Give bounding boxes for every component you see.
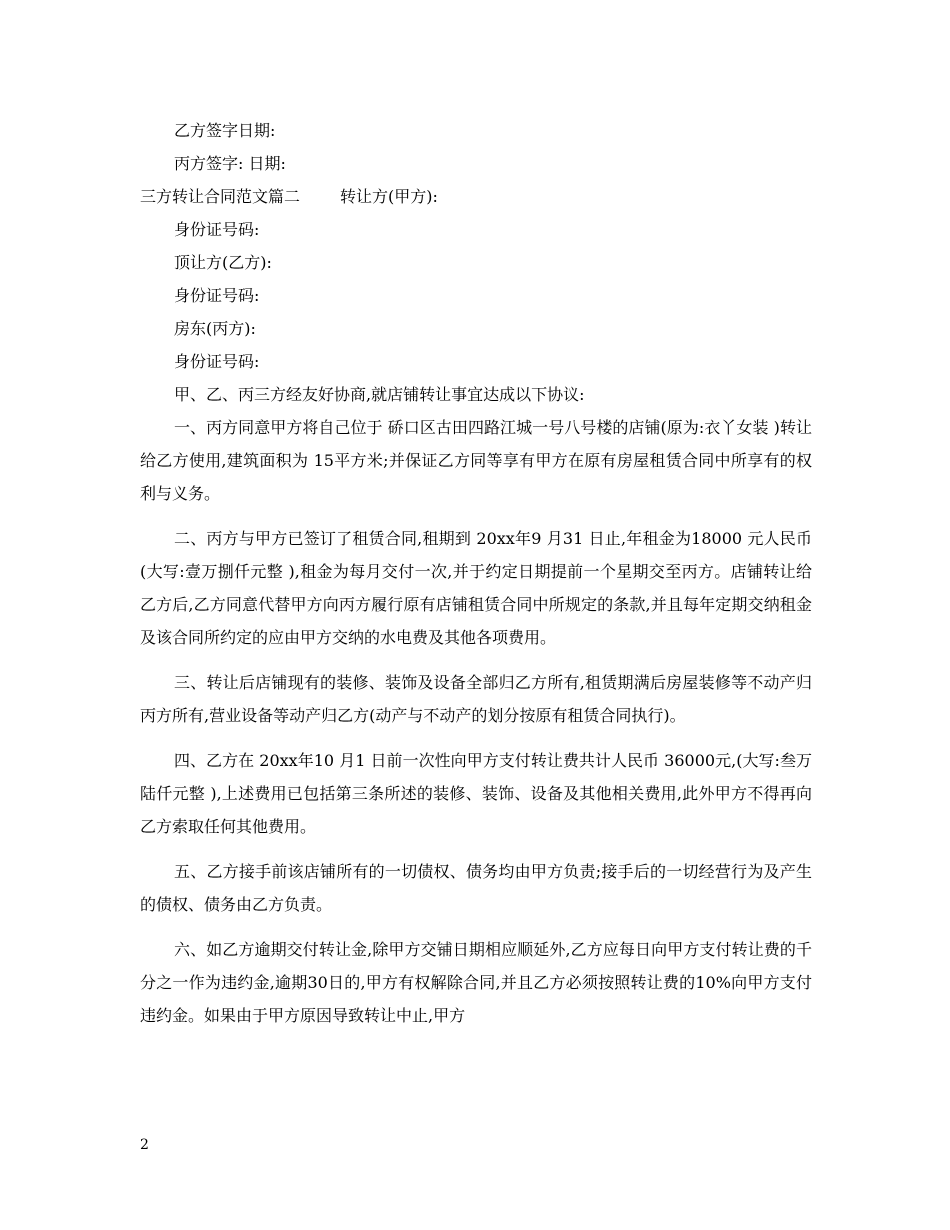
clause-3: 三、转让后店铺现有的装修、装饰及设备全部归乙方所有,租赁期满后房屋装修等不动产归丙方所有,营业设备等动产归乙方(动产与不动产的划分按原有租赁合同执行)。 — [140, 673, 812, 725]
c-party-sign-date: 丙方签字: 日期: — [174, 154, 286, 173]
clause-5: 五、乙方接手前该店铺所有的一切债权、债务均由甲方负责;接手后的一切经营行为及产生的债权、债务由乙方负责。 — [140, 862, 812, 914]
clause-1: 一、丙方同意甲方将自己位于 硚口区古田四路江城一号八号楼的店铺(原为:衣丫女装 )转让给乙方使用,建筑面积为 15平方米;并保证乙方同等享有甲方在原有房屋租赁合同中所享有的权利与义务。 — [140, 418, 812, 503]
transferor-label: 转让方(甲方): — [340, 187, 438, 206]
clause-4: 四、乙方在 20xx年10 月1 日前一次性向甲方支付转让费共计人民币 36000元,(大写:叁万陆仟元整 ),上述费用已包括第三条所述的装修、装饰、设备及其他相关费用,此外甲方不得再向乙方索取任何其他费用。 — [140, 751, 812, 836]
transferee-id-number: 身份证号码: — [174, 286, 260, 305]
landlord-id-number: 身份证号码: — [174, 352, 260, 371]
page-number: 2 — [140, 1137, 149, 1153]
b-party-sign-date: 乙方签字日期: — [174, 121, 276, 140]
clause-2: 二、丙方与甲方已签订了租赁合同,租期到 20xx年9 月31 日止,年租金为18000 元人民币(大写:壹万捌仟元整 ),租金为每月交付一次,并于约定日期提前一个星期交至丙方。店铺转让给乙方后,乙方同意代替甲方向丙方履行原有店铺租赁合同中所规定的条款,并且每年定期交纳租金及该合同所约定的应由甲方交纳的水电费及其他各项费用。 — [140, 529, 812, 647]
agreement-intro: 甲、乙、丙三方经友好协商,就店铺转让事宜达成以下协议: — [174, 385, 585, 404]
landlord-label: 房东(丙方): — [174, 319, 256, 338]
transferee-label: 顶让方(乙方): — [174, 253, 272, 272]
transferor-id-number: 身份证号码: — [174, 220, 260, 239]
document-body — [140, 114, 812, 1032]
section-heading-line — [140, 180, 812, 213]
section-title: 三方转让合同范文篇二 — [140, 187, 301, 206]
clause-6: 六、如乙方逾期交付转让金,除甲方交铺日期相应顺延外,乙方应每日向甲方支付转让费的千分之一作为违约金,逾期30日的,甲方有权解除合同,并且乙方必须按照转让费的10%向甲方支付违约金。如果由于甲方原因导致转让中止,甲方 — [140, 940, 812, 1025]
